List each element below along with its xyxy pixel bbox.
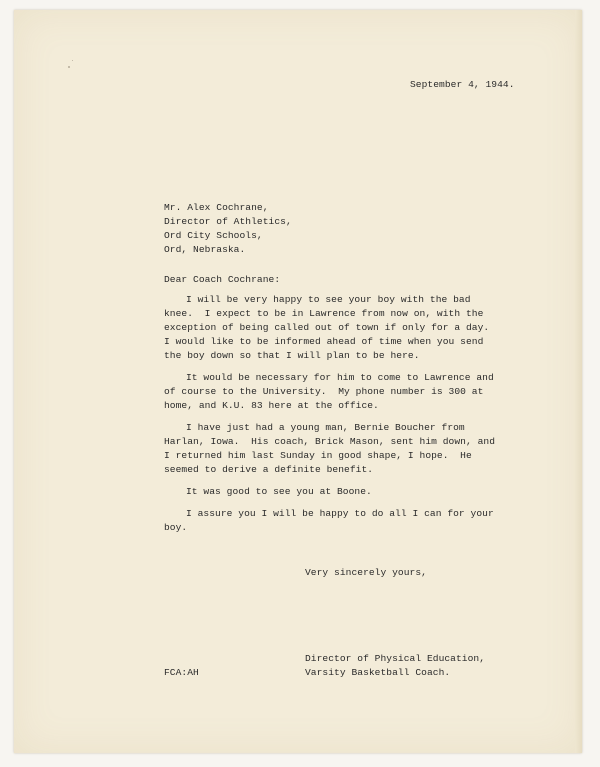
sheet-edge	[575, 10, 582, 753]
paragraph-5-line: boy.	[164, 522, 188, 533]
paragraph-2-line: It would be necessary for him to come to Lawrence and	[186, 372, 494, 383]
closing: Very sincerely yours,	[305, 567, 427, 578]
paragraph-3-line: I have just had a young man, Bernie Boucher from	[186, 422, 465, 433]
signature-title: Director of Physical Education,	[305, 653, 486, 664]
paragraph-3-line: I returned him last Sunday in good shape, I hope. He	[164, 450, 472, 461]
paragraph-5-line: I assure you I will be happy to do all I can for your	[186, 508, 494, 519]
paragraph-3-line: Harlan, Iowa. His coach, Brick Mason, sent him down, and	[164, 436, 496, 447]
paragraph-1-line: the boy down so that I will plan to be here.	[164, 350, 420, 361]
paragraph-1-line: exception of being called out of town if only for a day.	[164, 322, 490, 333]
signature-title: Varsity Basketball Coach.	[305, 667, 451, 678]
paper-speck	[72, 60, 73, 61]
paragraph-2-line: of course to the University. My phone number is 300 at	[164, 386, 484, 397]
recipient-organization: Ord City Schools,	[164, 230, 263, 241]
paragraph-1-line: I would like to be informed ahead of time when you send	[164, 336, 484, 347]
reference-initials: FCA:AH	[164, 667, 199, 678]
paragraph-2-line: home, and K.U. 83 here at the office.	[164, 400, 379, 411]
paper-speck	[68, 66, 70, 68]
recipient-location: Ord, Nebraska.	[164, 244, 246, 255]
letter-date: September 4, 1944.	[410, 79, 515, 90]
salutation: Dear Coach Cochrane:	[164, 274, 281, 285]
recipient-title: Director of Athletics,	[164, 216, 292, 227]
recipient-name: Mr. Alex Cochrane,	[164, 202, 269, 213]
paragraph-1-line: I will be very happy to see your boy with the bad	[186, 294, 471, 305]
paragraph-3-line: seemed to derive a definite benefit.	[164, 464, 374, 475]
paragraph-4-line: It was good to see you at Boone.	[186, 486, 372, 497]
paragraph-1-line: knee. I expect to be in Lawrence from now on, with the	[164, 308, 484, 319]
